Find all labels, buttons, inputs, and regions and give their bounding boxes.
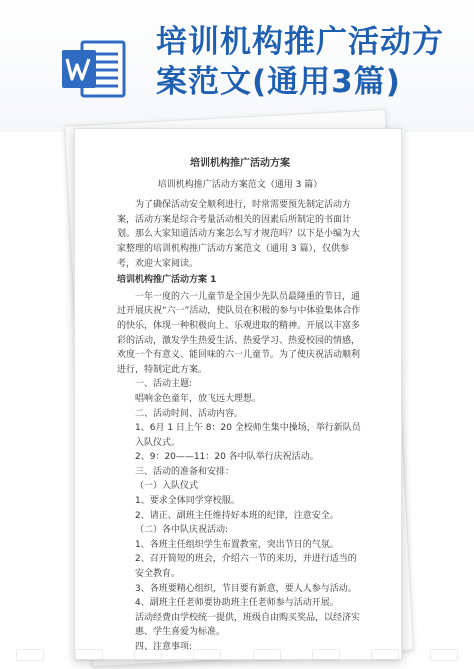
list-item: （二）各中队庆祝活动:: [135, 525, 229, 536]
list-item: 2、召开简短的班会，介绍六一节的来历，并进行适当的安全教育。: [135, 554, 357, 580]
list-item: 1、各班主任组织学生布置教室，突出节日的气氛。: [135, 539, 339, 550]
document-page: [74, 128, 402, 660]
watermark-mark: [253, 649, 281, 661]
list-item: 唱响金色童年，放飞远大理想。: [135, 393, 262, 404]
list-item: 1、6月 1 日上午 8：20 全校师生集中操场，举行新队员入队仪式。: [135, 423, 361, 448]
section-heading: 培训机构推广活动方案 1: [117, 275, 217, 286]
list-item: 四、注意事项:: [135, 642, 193, 652]
closing-paragraph: 活动经费由学校统一提供，班级自由购买奖品，以经济实惠、学生喜爱为标准。: [135, 612, 361, 638]
word-document-icon: [62, 40, 126, 98]
list-item: 三、活动的准备和安排：: [135, 466, 235, 477]
list-item: 二、活动时间、活动内容。: [135, 408, 244, 419]
list-item: 1、要求全体同学穿校服。: [135, 496, 240, 507]
watermark-mark: [371, 649, 399, 661]
watermark-mark: [430, 649, 458, 661]
list-item: （一）入队仪式: [135, 481, 199, 492]
list-item: 一、活动主题:: [135, 379, 193, 390]
page-title: 培训机构推广活动方案范文(通用3篇): [156, 24, 444, 100]
list-item: 2、请正、副班主任维持好本班的纪律，注意安全。: [135, 510, 339, 521]
document-subtitle: 培训机构推广活动方案范文（通用 3 篇）: [157, 179, 323, 190]
list-item: 2、9：20——11：20 各中队举行庆祝活动。: [135, 452, 319, 463]
section-paragraph: 一年一度的六一儿童节是全国少先队员最隆重的节日，通过开展庆祝“六一”活动，使队员在积极的参与中体验集体合作的快乐，体现一种积极向上、乐观进取的精神。开展以丰富多彩的活动，激发学生热爱生活、热爱学习、热爱校园的情感，欢度一个有意义、能回味的六一儿童节。为了使庆祝活动顺利进行，特制定此方案。: [117, 291, 361, 375]
watermark-strip: [0, 645, 474, 665]
document-body: [117, 157, 363, 655]
list-item: 4、副班主任老师要协助班主任老师参与活动开展。: [135, 598, 339, 609]
watermark-mark: [16, 649, 44, 661]
header-banner: [0, 0, 474, 132]
watermark-mark: [312, 649, 340, 661]
watermark-mark: [193, 649, 221, 661]
watermark-mark: [134, 649, 162, 661]
document-title: 培训机构推广活动方案: [190, 158, 290, 169]
watermark-mark: [75, 649, 103, 661]
intro-paragraph: 为了确保活动安全顺利进行，时常需要预先制定活动方案，活动方案是综合考量活动相关的因素后所制定的书面计划。那么大家知道活动方案怎么写才规范吗？以下是小编为大家整理的培训机构推广活动方案范文（通用 3 篇），仅供参考，欢迎大家阅读。: [117, 200, 361, 269]
list-item: 3、各班要精心组织，节目要有新意，要人人参与活动。: [135, 583, 357, 594]
